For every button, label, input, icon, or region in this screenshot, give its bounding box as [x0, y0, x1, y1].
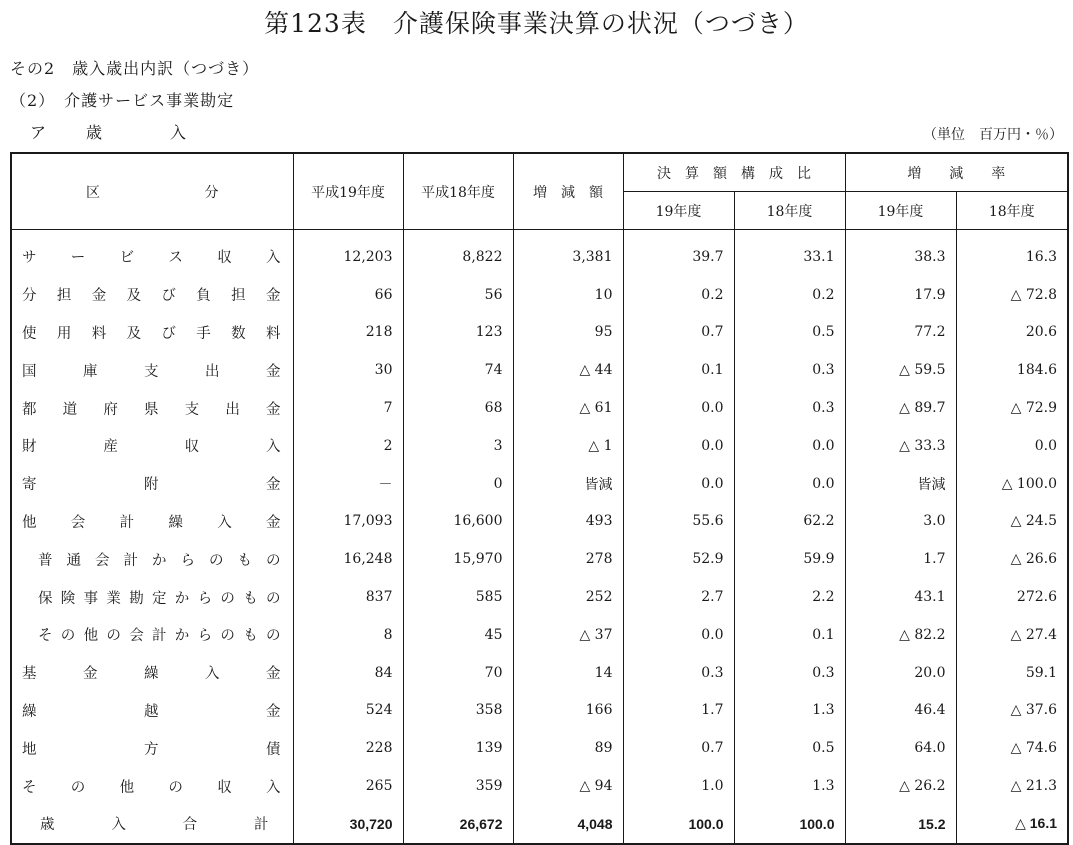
- cell-comp19: 0.0: [623, 389, 734, 427]
- cell-fy19: 16,248: [293, 540, 403, 578]
- row-label: 使用料及び手数料: [11, 314, 293, 352]
- cell-change: 4,048: [513, 805, 623, 844]
- cell-comp19: 0.1: [623, 351, 734, 389]
- row-label: 寄附金: [11, 465, 293, 503]
- cell-fy18: 70: [403, 654, 513, 692]
- table-row: [11, 767, 1068, 805]
- cell-fy19: 17,093: [293, 503, 403, 541]
- cell-comp18: 0.0: [734, 427, 845, 465]
- row-label: 地方債: [11, 729, 293, 767]
- cell-rate19: △ 82.2: [845, 616, 956, 654]
- cell-comp18: 0.0: [734, 465, 845, 503]
- cell-fy18: 139: [403, 729, 513, 767]
- cell-rate19: △ 26.2: [845, 767, 956, 805]
- cell-fy19: 265: [293, 767, 403, 805]
- header-category: [11, 153, 293, 230]
- header-category-2: 分: [204, 184, 219, 201]
- cell-rate19: 17.9: [845, 276, 956, 314]
- row-label: その他の収入: [11, 767, 293, 805]
- cell-change: 3,381: [513, 230, 623, 276]
- cell-change: 14: [513, 654, 623, 692]
- cell-fy19: 8: [293, 616, 403, 654]
- cell-fy19: 2: [293, 427, 403, 465]
- cell-fy18: 8,822: [403, 230, 513, 276]
- row-label: 財産収入: [11, 427, 293, 465]
- cell-change: △ 1: [513, 427, 623, 465]
- cell-comp19: 0.7: [623, 314, 734, 352]
- header-rate-19: 19年度: [845, 192, 956, 230]
- cell-comp19: 100.0: [623, 805, 734, 844]
- cell-rate18: 20.6: [956, 314, 1068, 352]
- cell-fy19: 228: [293, 729, 403, 767]
- cell-comp18: 100.0: [734, 805, 845, 844]
- cell-fy19: 66: [293, 276, 403, 314]
- cell-comp19: 55.6: [623, 503, 734, 541]
- cell-fy19: 12,203: [293, 230, 403, 276]
- cell-change: 95: [513, 314, 623, 352]
- cell-comp18: 1.3: [734, 692, 845, 730]
- cell-fy18: 74: [403, 351, 513, 389]
- cell-rate18: 16.3: [956, 230, 1068, 276]
- cell-change: 89: [513, 729, 623, 767]
- cell-comp19: 0.0: [623, 616, 734, 654]
- header-rate-18: 18年度: [956, 192, 1068, 230]
- cell-rate19: 15.2: [845, 805, 956, 844]
- cell-fy18: 16,600: [403, 503, 513, 541]
- header-category-1: 区: [86, 184, 100, 201]
- unit-note: （単位 百万円・％）: [923, 127, 1063, 143]
- cell-fy18: 359: [403, 767, 513, 805]
- header-composition: 決 算 額 構 成 比: [623, 153, 845, 192]
- cell-rate18: 0.0: [956, 427, 1068, 465]
- cell-change: △ 94: [513, 767, 623, 805]
- table-row: [11, 427, 1068, 465]
- cell-fy18: 358: [403, 692, 513, 730]
- cell-fy18: 15,970: [403, 540, 513, 578]
- cell-rate19: 皆減: [845, 465, 956, 503]
- cell-fy18: 585: [403, 578, 513, 616]
- cell-rate18: △ 37.6: [956, 692, 1068, 730]
- cell-change: 493: [513, 503, 623, 541]
- cell-rate18: △ 16.1: [956, 805, 1068, 844]
- cell-comp19: 0.0: [623, 465, 734, 503]
- table-row: [11, 692, 1068, 730]
- table-row: [11, 389, 1068, 427]
- cell-comp19: 2.7: [623, 578, 734, 616]
- row-label: 繰越金: [11, 692, 293, 730]
- table-row: [11, 503, 1068, 541]
- cell-fy19: 7: [293, 389, 403, 427]
- cell-rate18: △ 72.8: [956, 276, 1068, 314]
- cell-comp18: 0.5: [734, 729, 845, 767]
- table-row: [11, 616, 1068, 654]
- cell-comp19: 1.7: [623, 692, 734, 730]
- cell-rate19: 77.2: [845, 314, 956, 352]
- table-row: [11, 578, 1068, 616]
- cell-change: △ 44: [513, 351, 623, 389]
- cell-rate18: △ 26.6: [956, 540, 1068, 578]
- header-comp-18: 18年度: [734, 192, 845, 230]
- cell-fy18: 68: [403, 389, 513, 427]
- table-row: [11, 230, 1068, 276]
- cell-change: 166: [513, 692, 623, 730]
- header-fy19: 平成19年度: [293, 153, 403, 230]
- cell-comp18: 0.2: [734, 276, 845, 314]
- header-fy18: 平成18年度: [403, 153, 513, 230]
- table-row: [11, 314, 1068, 352]
- cell-rate18: 59.1: [956, 654, 1068, 692]
- cell-change: △ 37: [513, 616, 623, 654]
- header-rate: 増 減 率: [845, 153, 1068, 192]
- subsection-heading: ア 歳 入: [30, 123, 199, 142]
- cell-comp19: 0.0: [623, 427, 734, 465]
- cell-comp18: 0.3: [734, 654, 845, 692]
- cell-rate18: △ 21.3: [956, 767, 1068, 805]
- cell-rate19: 3.0: [845, 503, 956, 541]
- total-row: [11, 805, 1068, 844]
- cell-rate18: △ 100.0: [956, 465, 1068, 503]
- cell-rate18: △ 72.9: [956, 389, 1068, 427]
- cell-fy18: 45: [403, 616, 513, 654]
- cell-comp19: 39.7: [623, 230, 734, 276]
- cell-comp18: 0.1: [734, 616, 845, 654]
- page-title: 第123表 介護保険事業決算の状況（つづき）: [264, 9, 809, 38]
- cell-fy19: －: [293, 465, 403, 503]
- table-row: [11, 351, 1068, 389]
- header-comp-19: 19年度: [623, 192, 734, 230]
- cell-change: 252: [513, 578, 623, 616]
- cell-fy19: 218: [293, 314, 403, 352]
- cell-comp18: 0.3: [734, 351, 845, 389]
- cell-comp18: 0.5: [734, 314, 845, 352]
- subtitle: その2 歳入歳出内訳（つづき）: [10, 59, 260, 78]
- section-heading: （2） 介護サービス事業勘定: [10, 91, 235, 110]
- cell-fy18: 26,672: [403, 805, 513, 844]
- cell-comp18: 1.3: [734, 767, 845, 805]
- cell-fy19: 84: [293, 654, 403, 692]
- cell-rate19: 43.1: [845, 578, 956, 616]
- cell-comp18: 62.2: [734, 503, 845, 541]
- row-label: 保険事業勘定からのもの: [11, 578, 293, 616]
- cell-comp18: 59.9: [734, 540, 845, 578]
- cell-rate19: 38.3: [845, 230, 956, 276]
- table-row: [11, 540, 1068, 578]
- revenue-table: [10, 152, 1069, 845]
- cell-rate19: 1.7: [845, 540, 956, 578]
- row-label: その他の会計からのもの: [11, 616, 293, 654]
- cell-comp19: 0.2: [623, 276, 734, 314]
- cell-comp18: 0.3: [734, 389, 845, 427]
- cell-rate19: 46.4: [845, 692, 956, 730]
- cell-fy18: 3: [403, 427, 513, 465]
- row-label: サービス収入: [11, 230, 293, 276]
- row-label: 他会計繰入金: [11, 503, 293, 541]
- row-label: 基金繰入金: [11, 654, 293, 692]
- cell-fy19: 30,720: [293, 805, 403, 844]
- row-label: 分担金及び負担金: [11, 276, 293, 314]
- cell-fy19: 30: [293, 351, 403, 389]
- cell-fy19: 524: [293, 692, 403, 730]
- cell-rate19: △ 59.5: [845, 351, 956, 389]
- cell-rate19: △ 89.7: [845, 389, 956, 427]
- table-row: [11, 276, 1068, 314]
- table-row: [11, 729, 1068, 767]
- row-label: 歳入合計: [11, 805, 293, 844]
- cell-comp18: 33.1: [734, 230, 845, 276]
- header-change: 増 減 額: [513, 153, 623, 230]
- row-label: 都道府県支出金: [11, 389, 293, 427]
- cell-comp19: 52.9: [623, 540, 734, 578]
- cell-rate18: △ 74.6: [956, 729, 1068, 767]
- cell-fy18: 123: [403, 314, 513, 352]
- cell-comp19: 0.3: [623, 654, 734, 692]
- cell-rate18: 184.6: [956, 351, 1068, 389]
- cell-comp19: 0.7: [623, 729, 734, 767]
- cell-comp19: 1.0: [623, 767, 734, 805]
- cell-rate19: 20.0: [845, 654, 956, 692]
- cell-fy19: 837: [293, 578, 403, 616]
- table-row: [11, 654, 1068, 692]
- row-label: 国庫支出金: [11, 351, 293, 389]
- cell-change: △ 61: [513, 389, 623, 427]
- cell-change: 皆減: [513, 465, 623, 503]
- cell-comp18: 2.2: [734, 578, 845, 616]
- cell-rate18: △ 27.4: [956, 616, 1068, 654]
- table-row: [11, 465, 1068, 503]
- cell-rate18: 272.6: [956, 578, 1068, 616]
- cell-fy18: 0: [403, 465, 513, 503]
- cell-fy18: 56: [403, 276, 513, 314]
- cell-change: 278: [513, 540, 623, 578]
- cell-rate19: 64.0: [845, 729, 956, 767]
- cell-rate19: △ 33.3: [845, 427, 956, 465]
- row-label: 普通会計からのもの: [11, 540, 293, 578]
- cell-change: 10: [513, 276, 623, 314]
- cell-rate18: △ 24.5: [956, 503, 1068, 541]
